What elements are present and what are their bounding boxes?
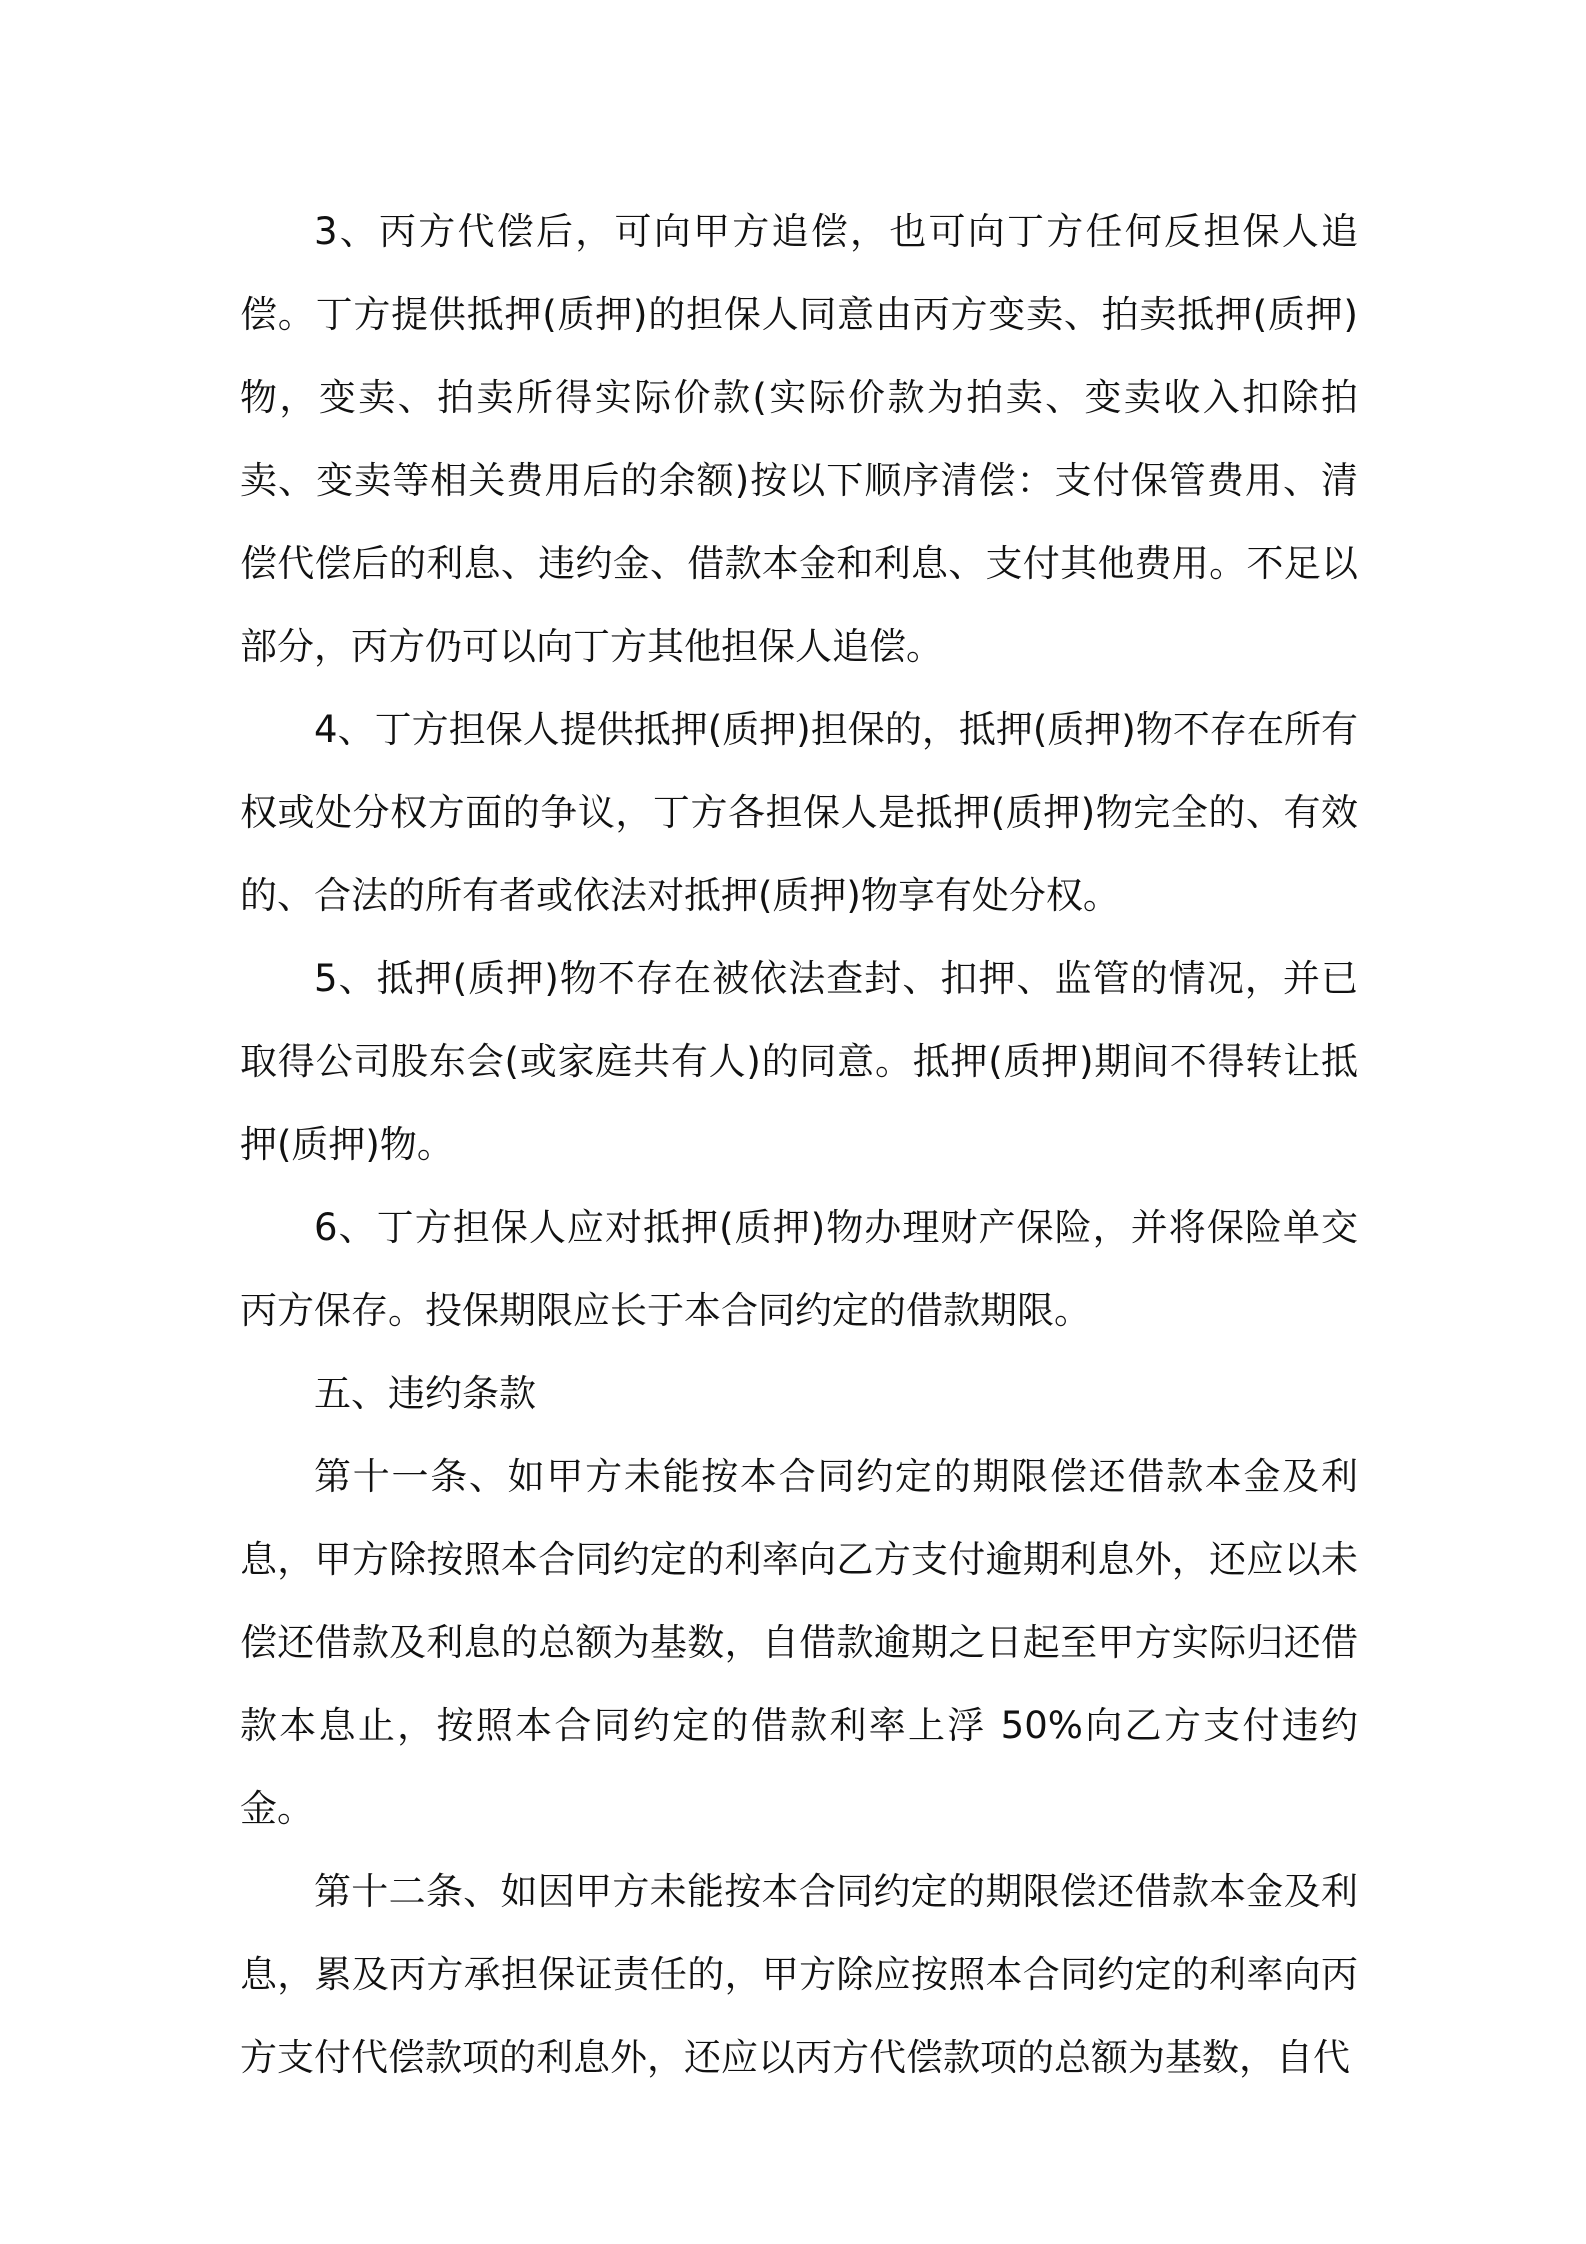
- paragraph-article-11: 第十一条、如甲方未能按本合同约定的期限偿还借款本金及利息，甲方除按照本合同约定的利率向乙方支付逾期利息外，还应以未偿还借款及利息的总额为基数，自借款逾期之日起至甲方实际归还借款本息止，按照本合同约定的借款利率上浮 50%向乙方支付违约金。: [240, 1455, 1358, 1830]
- section-heading-breach: 五、违约条款: [314, 1372, 536, 1415]
- paragraph-article-12: 第十二条、如因甲方未能按本合同约定的期限偿还借款本金及利息，累及丙方承担保证责任的，甲方除应按照本合同约定的利率向丙方支付代偿款项的利息外，还应以丙方代偿款项的总额为基数，自代: [240, 1870, 1358, 2079]
- paragraph-clause-5: 5、抵押(质押)物不存在被依法查封、扣押、监管的情况，并已取得公司股东会(或家庭共有人)的同意。抵押(质押)期间不得转让抵押(质押)物。: [240, 957, 1358, 1166]
- paragraph-clause-3: 3、丙方代偿后，可向甲方追偿，也可向丁方任何反担保人追偿。丁方提供抵押(质押)的担保人同意由丙方变卖、拍卖抵押(质押)物，变卖、拍卖所得实际价款(实际价款为拍卖、变卖收入扣除拍卖、变卖等相关费用后的余额)按以下顺序清偿：支付保管费用、清偿代偿后的利息、违约金、借款本金和利息、支付其他费用。不足以部分，丙方仍可以向丁方其他担保人追偿。: [240, 210, 1358, 668]
- document-body: [240, 190, 1358, 2099]
- paragraph-clause-6: 6、丁方担保人应对抵押(质押)物办理财产保险，并将保险单交丙方保存。投保期限应长于本合同约定的借款期限。: [240, 1206, 1358, 1332]
- paragraph-clause-4: 4、丁方担保人提供抵押(质押)担保的，抵押(质押)物不存在所有权或处分权方面的争议，丁方各担保人是抵押(质押)物完全的、有效的、合法的所有者或依法对抵押(质押)物享有处分权。: [240, 708, 1358, 917]
